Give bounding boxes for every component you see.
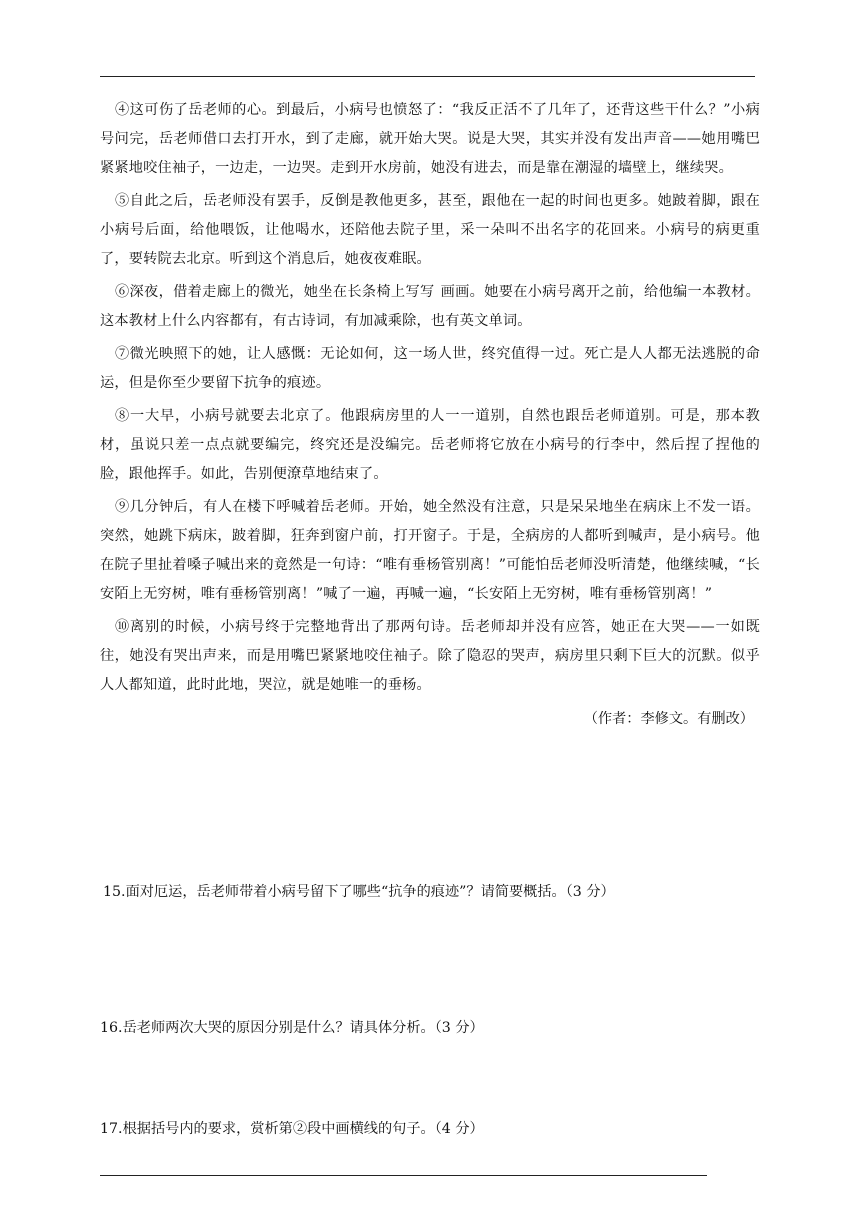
- paragraph-8: ⑧一大早，小病号就要去北京了。他跟病房里的人一一道别，自然也跟岳老师道别。可是，那本教材，虽说只差一点点就要编完，终究还是没编完。岳老师将它放在小病号的行李中，然后捏了捏他的脸，跟他挥手。如此，告别便潦草地结束了。: [100, 408, 760, 482]
- question-16: 16.岳老师两次大哭的原因分别是什么？请具体分析。（3 分）: [100, 1020, 484, 1036]
- paragraph-7: ⑦微光映照下的她，让人感慨：无论如何，这一场人世，终究值得一过。死亡是人人都无法逃脱的命运，但是你至少要留下抗争的痕迹。: [100, 346, 760, 391]
- paragraph-9: ⑨几分钟后，有人在楼下呼喊着岳老师。开始，她全然没有注意，只是呆呆地坐在病床上不发一语。突然，她跳下病床，跛着脚，狂奔到窗户前，打开窗子。于是，全病房的人都听到喊声，是小病号。他在院子里扯着嗓子喊出来的竟然是一句诗：“唯有垂杨管别离！”可能怕岳老师没听清楚，他继续喊，“长安陌上无穷树，唯有垂杨管别离！”喊了一遍，再喊一遍，“长安陌上无穷树，唯有垂杨管别离！”: [100, 499, 760, 602]
- question-17: 17.根据括号内的要求，赏析第②段中画横线的句子。（4 分）: [100, 1121, 484, 1137]
- paragraph-6-part-1: ⑥深夜，借着走廊上的微光，她坐在长条椅上写写: [115, 284, 435, 300]
- header-rule: [100, 76, 755, 77]
- paragraph-4: ④这可伤了岳老师的心。到最后，小病号也愤怒了：“我反正活不了几年了，还背这些干什么？”小病号问完，岳老师借口去打开水，到了走廊，就开始大哭。说是大哭，其实并没有发出声音——她用嘴巴紧紧地咬住袖子，一边走，一边哭。走到开水房前，她没有进去，而是靠在潮湿的墙壁上，继续哭。: [100, 102, 760, 176]
- question-15: 15.面对厄运，岳老师带着小病号留下了哪些“抗争的痕迹”？请简要概括。（3 分）: [103, 884, 615, 900]
- paragraph-6: [100, 278, 760, 336]
- footer-rule: [100, 1175, 707, 1176]
- paragraph-5: ⑤自此之后，岳老师没有罢手，反倒是教他更多，甚至，跟他在一起的时间也更多。她跛着脚，跟在小病号后面，给他喂饭，让他喝水，还陪他去院子里，采一朵叫不出名字的花回来。小病号的病更重了，要转院去北京。听到这个消息后，她夜夜难眠。: [100, 193, 760, 267]
- paragraph-10: ⑩离别的时候，小病号终于完整地背出了那两句诗。岳老师却并没有应答，她正在大哭——一如既往，她没有哭出声来，而是用嘴巴紧紧地咬住袖子。除了隐忍的哭声，病房里只剩下巨大的沉默。似乎人人都知道，此时此地，哭泣，就是她唯一的垂杨。: [100, 619, 760, 693]
- author-credit: （作者：李修文。有删改）: [583, 711, 754, 727]
- paragraph-6-part-2: 画画。她要在小病号离开之前，给他编一本教材。这本教材上什么内容都有，有古诗词，有加减乘除，也有英文单词。: [100, 284, 760, 329]
- passage-body: [100, 96, 760, 736]
